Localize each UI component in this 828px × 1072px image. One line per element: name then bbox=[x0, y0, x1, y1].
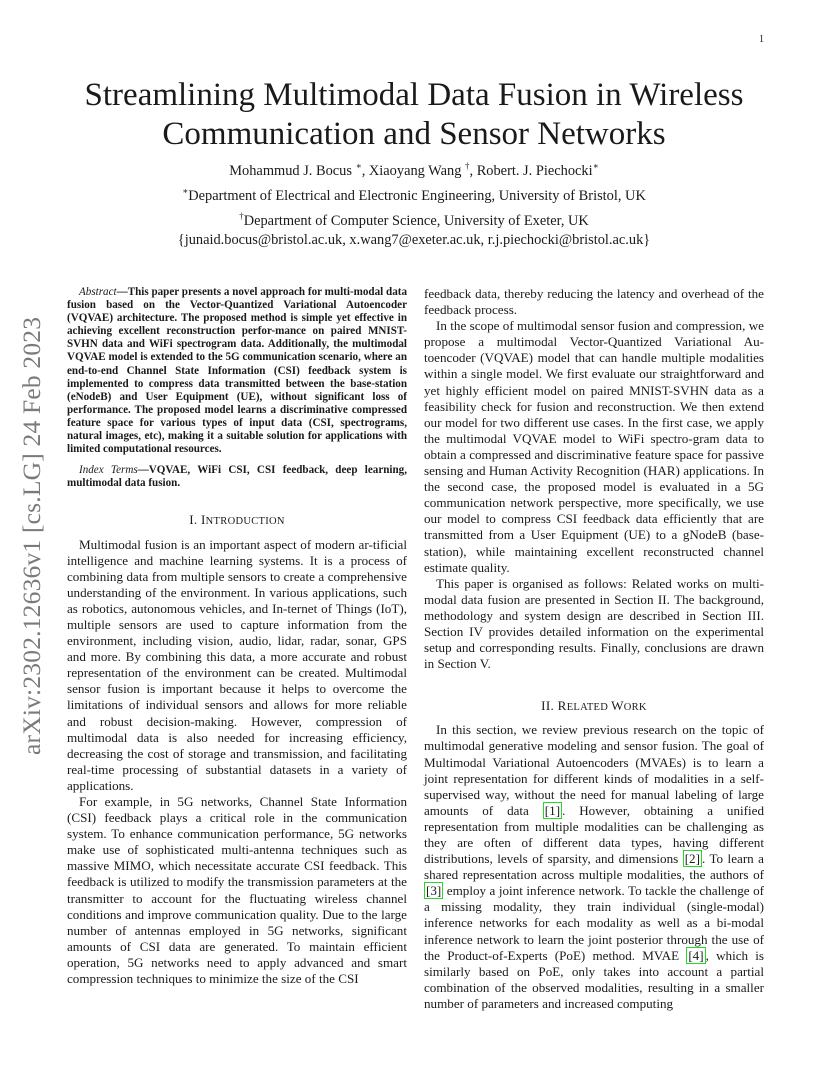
intro-paragraph-2-continued: feedback data, thereby reducing the latency and overhead of the feedback process. bbox=[424, 286, 764, 318]
text-run: employ a joint inference network. To tackle the challenge of a missing modality, they train individual (single-modal) inference networks for each modality as well as a bi-modal inference network to learn the joint posterior through the use of the Product-of-Experts (PoE) method. MVAE bbox=[424, 883, 764, 963]
page-number: 1 bbox=[759, 34, 764, 45]
title-line-1: Streamlining Multimodal Data Fusion in Wireless bbox=[84, 77, 744, 113]
section-number: II. bbox=[541, 698, 558, 714]
intro-paragraph-2: For example, in 5G networks, Channel State Information (CSI) feedback plays a critical role in the communication system. To enhance communication performance, 5G networks make use of sophisticated multi-antenna techniques such as massive MIMO, which necessitate accurate CSI feedback. This feedback is utilized to modify the transmission parameters at the transmitter to account for the fluctuating wireless channel conditions and improve communication quality. Due to the large number of antennas employed in 5G networks, significant amounts of CSI data are generated. To maintain efficient operation, 5G networks need to apply advanced and smart compression techniques to minimize the size of the CSI bbox=[67, 794, 407, 987]
paper-title bbox=[40, 76, 788, 154]
section-title-rest: ELATED bbox=[566, 702, 612, 714]
affiliation-1 bbox=[40, 181, 788, 206]
citation-link[interactable]: [1] bbox=[544, 802, 561, 818]
title-line-2: Communication and Sensor Networks bbox=[162, 116, 666, 152]
index-terms bbox=[67, 464, 407, 490]
section-title-rest: NTRODUCTION bbox=[205, 516, 285, 528]
related-work-paragraph-1 bbox=[424, 722, 764, 1012]
section-heading-introduction bbox=[67, 512, 407, 530]
affiliation-text: Department of Computer Science, University of Exeter, UK bbox=[243, 212, 589, 229]
section-number: I. bbox=[189, 512, 201, 528]
author-name: , Robert. J. Piechocki bbox=[469, 162, 593, 179]
affiliation-mark: † bbox=[239, 210, 244, 221]
section-title-initial: W bbox=[611, 698, 624, 714]
affiliation-text: Department of Electrical and Electronic Engineering, University of Bristol, UK bbox=[188, 187, 646, 204]
affiliation-mark: ∗ bbox=[182, 185, 189, 196]
author-name: , Xiaoyang Wang bbox=[361, 162, 465, 179]
author-block bbox=[40, 156, 788, 250]
section-title-initial: R bbox=[557, 698, 567, 714]
intro-paragraph-1: Multimodal fusion is an important aspect of modern ar-tificial intelligence and machine learning systems. It is a process of combining data from multiple sensors to create a comprehensive understanding of the environment. In various applications, such as robotics, autonomous vehicles, and In-ternet of Things (IoT), multiple sensors are used to capture information from the environment, including vision, audio, lidar, radar, sonar, GPS and more. By combining this data, a more accurate and robust representation of the environment can be created. Multimodal sensor fusion is important because it helps to overcome the limitations of individual sensors and allows for more reliable and robust decision-making. However, compression of multimodal data is also needed for increasing efficiency, decreasing the cost of storage and transmission, and facilitating real-time processing of substantial datasets in a variety of applications. bbox=[67, 536, 407, 793]
index-terms-text: —VQVAE, WiFi CSI, CSI feedback, deep learning, multimodal data fusion. bbox=[67, 464, 407, 490]
text-run: In this section, we review previous research on the topic of multimodal generative modeling and sensor fusion. The goal of Multimodal Variational Autoencoders (MVAEs) is to learn a joint representation for different kinds of modalities in a self-supervised way, without the need for manual labeling of large amounts of data bbox=[424, 722, 764, 818]
author-mark: † bbox=[465, 161, 470, 171]
author-list bbox=[40, 156, 788, 181]
arxiv-stamp: arXiv:2302.12636v1 [cs.LG] 24 Feb 2023 bbox=[17, 316, 46, 755]
abstract bbox=[67, 286, 407, 456]
text-run: . However, obtaining a unified representation from multiple modalities can be challenging as they are often of different data types, having different distributions, levels of sparsity, and dimensions bbox=[424, 802, 765, 867]
index-terms-label: Index Terms bbox=[79, 464, 138, 477]
citation-link[interactable]: [2] bbox=[684, 851, 700, 867]
author-emails: {junaid.bocus@bristol.ac.uk, x.wang7@exeter.ac.uk, r.j.piechocki@bristol.ac.uk} bbox=[177, 232, 651, 249]
author-mark: ∗ bbox=[592, 161, 599, 171]
author-name: Mohammud J. Bocus bbox=[229, 162, 356, 179]
left-column bbox=[67, 286, 407, 987]
affiliation-2 bbox=[40, 206, 788, 231]
citation-link[interactable]: [3] bbox=[426, 883, 442, 899]
text-run: , which is similarly based on PoE, only takes into account a partial combination of the observed modalities, resulting in a smaller number of parameters and increased computing bbox=[424, 947, 764, 1011]
section-title-rest: ORK bbox=[623, 702, 647, 714]
text-run: . To learn a shared representation across multiple modalities, the authors of bbox=[424, 851, 764, 883]
right-column bbox=[424, 286, 764, 1012]
section-heading-related-work bbox=[424, 698, 764, 716]
section-title-initial: I bbox=[201, 512, 206, 528]
citation-link[interactable]: [4] bbox=[688, 947, 704, 963]
abstract-text: —This paper presents a novel approach for multi-modal data fusion based on the Vector-Quantized Variational Autoencoder (VQVAE) architecture. The proposed method is simple yet effective in achieving excellent reconstruction perfor-mance on paired MNIST-SVHN data and WiFi spectrogram data. Additionally, the multimodal VQVAE model is extended to the 5G communication scenario, where an end-to-end Channel State Information (CSI) feedback system is implemented to compress data transmitted between the base-station (eNodeB) and User Equipment (UE), without significant loss of performance. The proposed model learns a discriminative compressed feature space for various types of input data (CSI, spectrograms, natural images, etc), making it a suitable solution for applications with limited computational resources. bbox=[67, 286, 407, 456]
author-mark: ∗ bbox=[355, 161, 362, 171]
intro-paragraph-3: In the scope of multimodal sensor fusion and compression, we propose a multimodal Vector-Quantized Variational Au-toencoder (VQVAE) model that can handle multiple modalities within a single model. We first evaluate our straightforward and yet highly efficient model on paired MNIST-SVHN data as a feasibility check for fusion and reconstruction. We then extend our model for two different use cases. In the first case, we apply the multimodal VQVAE model to WiFi spectro-gram data to obtain a compressed and discriminative feature space for passive sensing and Human Activity Recognition (HAR) applications. In the second case, the proposed model is evaluated in a 5G communication network perspective, more specifically, we use our model to compress CSI feedback data efficiently that are transmitted from a User Equipment (UE) to a gNodeB (base-station), while maintaining excellent reconstructed channel estimate quality. bbox=[424, 318, 764, 575]
abstract-label: Abstract bbox=[79, 286, 117, 298]
intro-paragraph-4: This paper is organised as follows: Related works on multi-modal data fusion are presented in Section II. The background, methodology and system design are described in Section III. Section IV provides detailed information on the experimental setup and corresponding results. Finally, conclusions are drawn in Section V. bbox=[424, 575, 764, 672]
